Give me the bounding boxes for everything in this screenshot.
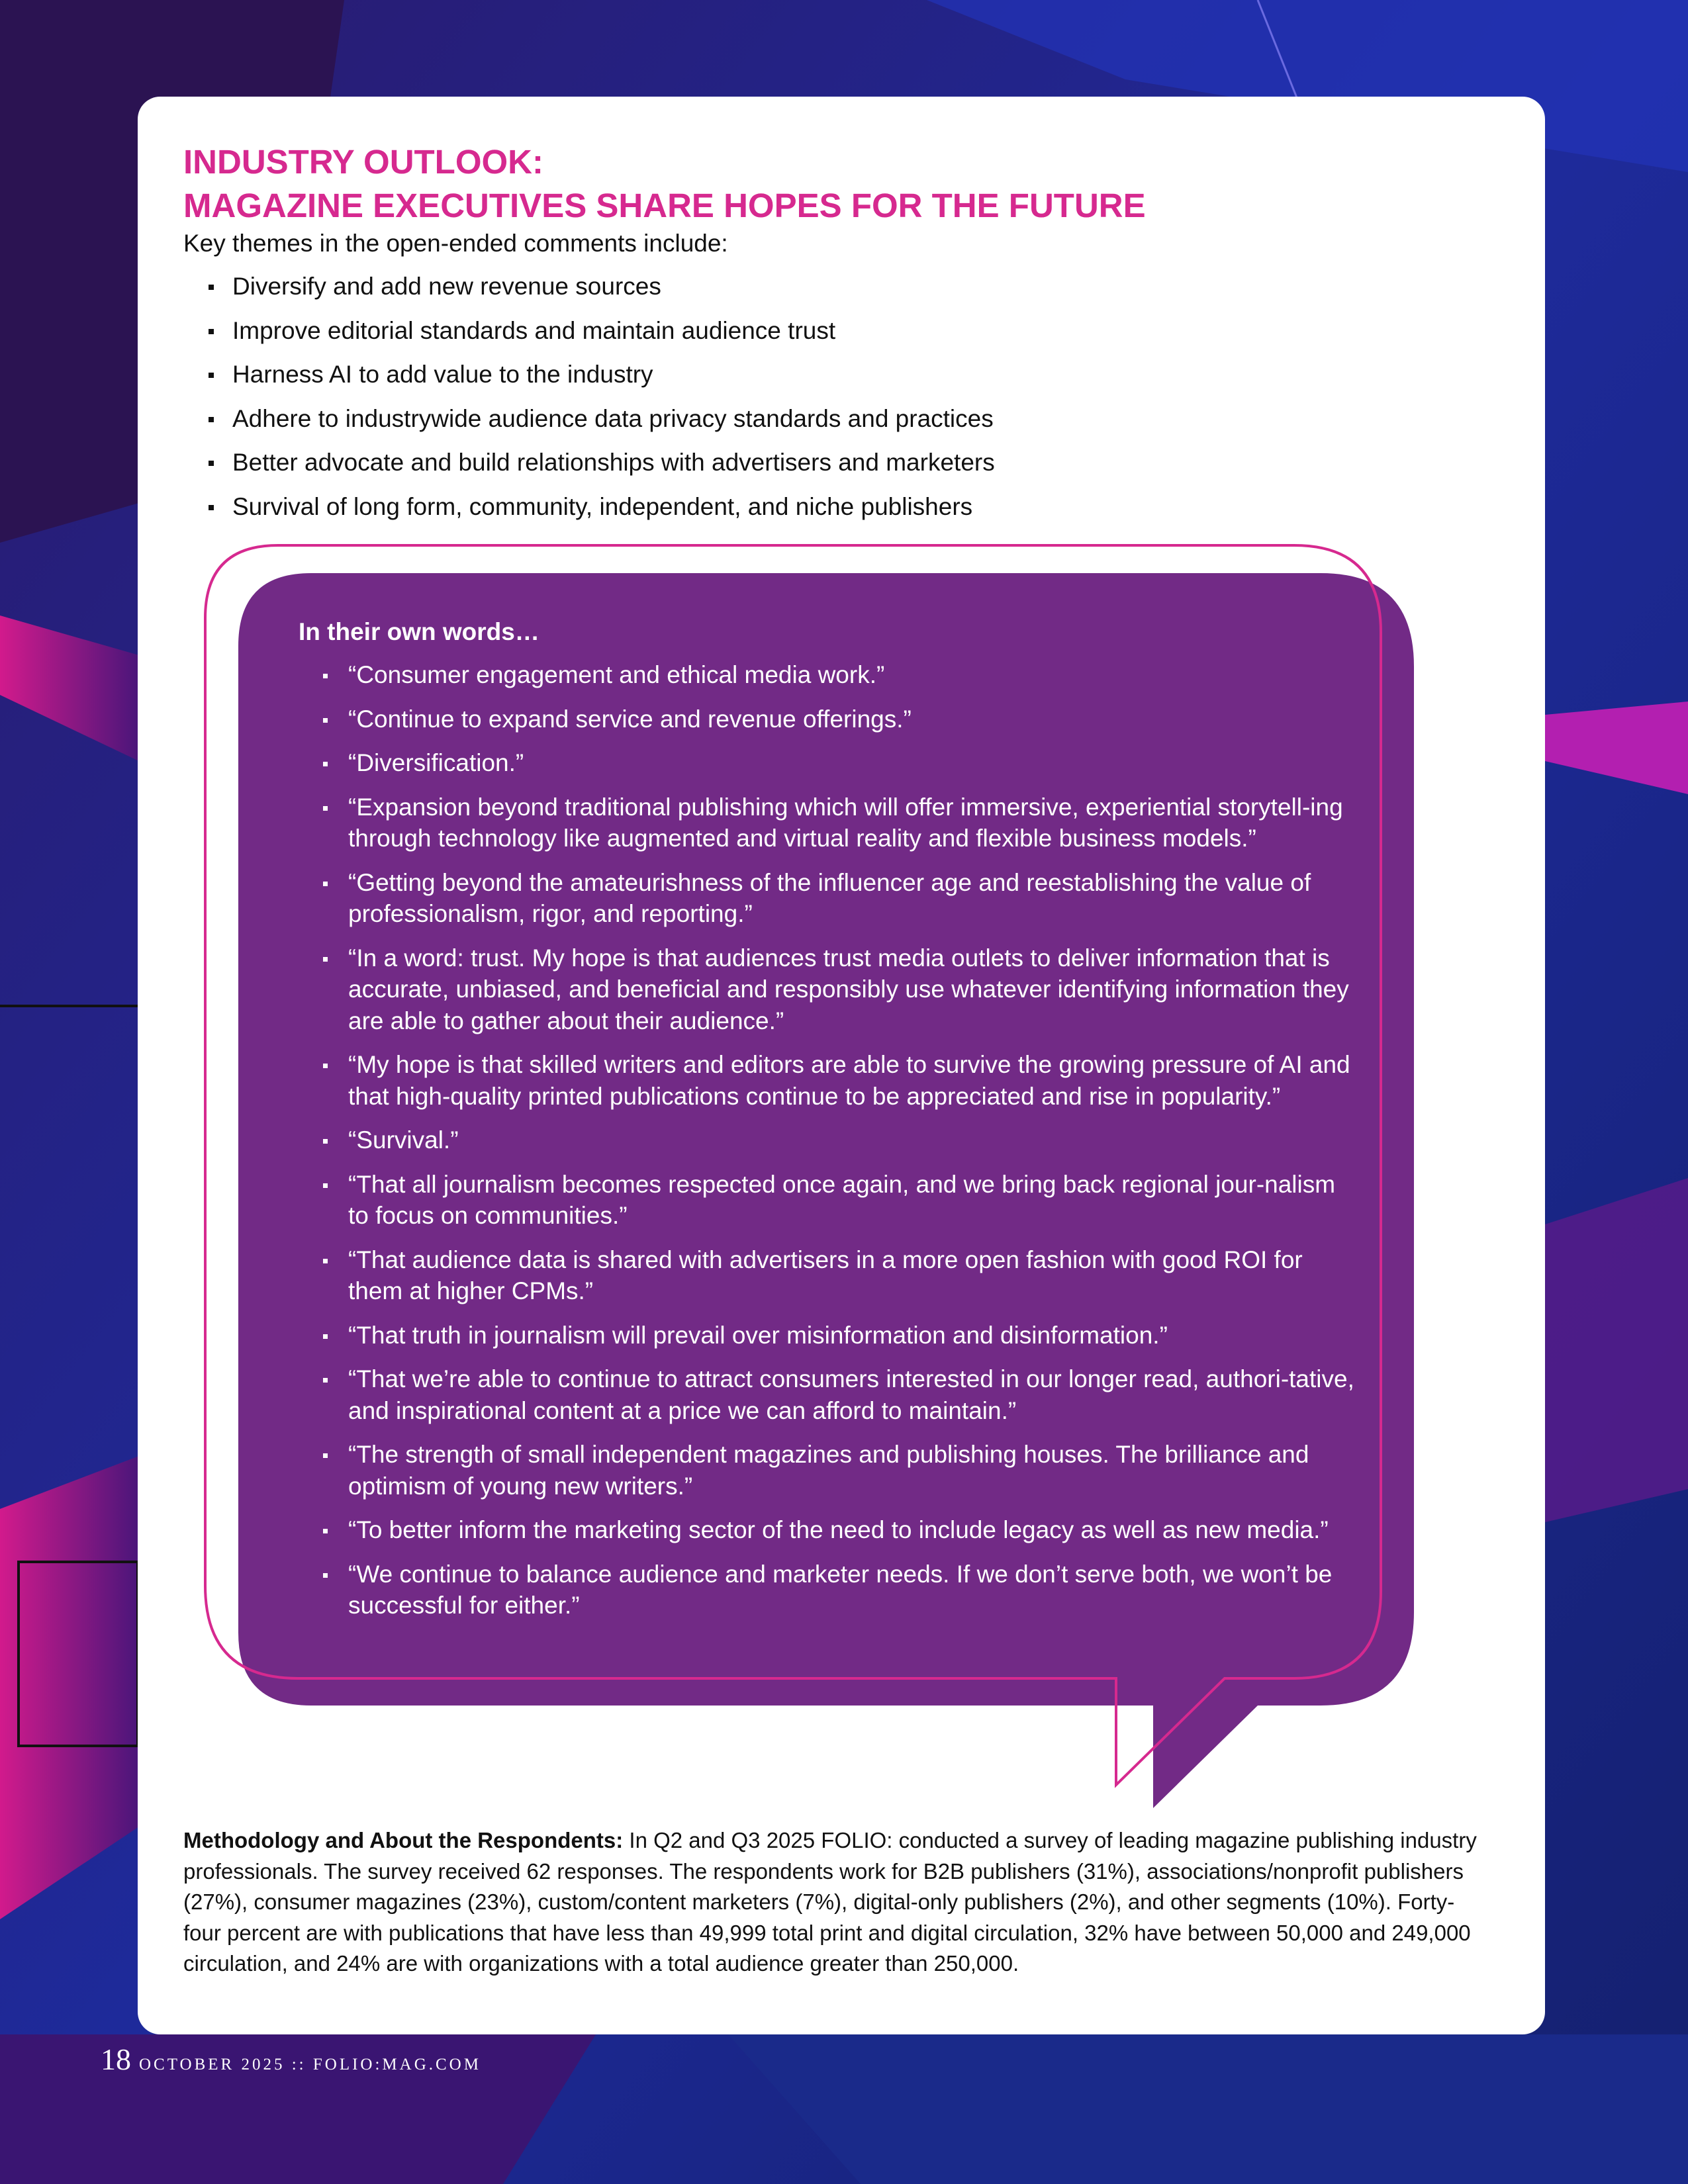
quote-item: “That audience data is shared with advertisers in a more open fashion with good ROI for them at higher CPMs.” [323, 1244, 1362, 1307]
page-footer [101, 2042, 481, 2077]
issue-line: OCTOBER 2025 :: FOLIO:MAG.COM [139, 2056, 481, 2073]
methodology-text: In Q2 and Q3 2025 FOLIO: conducted a survey of leading magazine publishing industry professionals. The survey received 62 responses. The respondents work for B2B publishers (31%), associations/nonprofit publishers (27%), consumer magazines (23%), custom/content marketers (7%), digital-only publishers (2%), and other segments (10%). Forty-four percent are with publications that have less than 49,999 total print and digital circulation, 32% have between 50,000 and 249,000 circulation, and 24% are with organizations with a total audience greater than 250,000. [183, 1828, 1477, 1976]
quote-item: “Continue to expand service and revenue offerings.” [323, 704, 1362, 735]
quote-item: “That truth in journalism will prevail over misinformation and disinformation.” [323, 1320, 1362, 1351]
quote-item: “Survival.” [323, 1124, 1362, 1156]
theme-item: Survival of long form, community, independent, and niche publishers [183, 485, 995, 529]
methodology-paragraph [183, 1825, 1481, 1979]
theme-item: Adhere to industrywide audience data privacy standards and practices [183, 397, 995, 441]
title-line-2: MAGAZINE EXECUTIVES SHARE HOPES FOR THE FUTURE [183, 187, 1146, 224]
quote-item: “Diversification.” [323, 747, 1362, 779]
quote-item: “In a word: trust. My hope is that audiences trust media outlets to deliver information that is accurate, unbiased, and beneficial and responsibly use whatever identifying information they are able to gather about their audience.” [323, 942, 1362, 1037]
theme-item: Diversify and add new revenue sources [183, 265, 995, 309]
page-number: 18 [101, 2042, 131, 2076]
title-line-1: INDUSTRY OUTLOOK: [183, 143, 543, 181]
themes-intro: Key themes in the open-ended comments include: [183, 230, 728, 257]
quote-item: “Consumer engagement and ethical media work.” [323, 659, 1362, 691]
quote-item: “Getting beyond the amateurishness of the influencer age and reestablishing the value of professionalism, rigor, and reporting.” [323, 867, 1362, 930]
quote-item: “That we’re able to continue to attract consumers interested in our longer read, authori-tative, and inspirational content at a price we can afford to maintain.” [323, 1363, 1362, 1426]
quote-item: “My hope is that skilled writers and editors are able to survive the growing pressure of AI and that high-quality printed publications continue to be appreciated and rise in popularity.” [323, 1049, 1362, 1112]
theme-item: Better advocate and build relationships with advertisers and marketers [183, 441, 995, 485]
quote-item: “Expansion beyond traditional publishing which will offer immersive, experiential storytell-ing through technology like augmented and virtual reality and flexible business models.” [323, 792, 1362, 854]
quote-item: “To better inform the marketing sector of the need to include legacy as well as new media.” [323, 1514, 1362, 1546]
quote-item: “We continue to balance audience and marketer needs. If we don’t serve both, we won’t be successful for either.” [323, 1559, 1362, 1621]
quote-item: “That all journalism becomes respected once again, and we bring back regional jour-nalism to focus on communities.” [323, 1169, 1362, 1232]
theme-item: Improve editorial standards and maintain audience trust [183, 309, 995, 353]
quote-item: “The strength of small independent magazines and publishing houses. The brilliance and optimism of young new writers.” [323, 1439, 1362, 1502]
theme-item: Harness AI to add value to the industry [183, 353, 995, 397]
methodology-label: Methodology and About the Respondents: [183, 1828, 624, 1852]
quotes-heading: In their own words… [299, 618, 539, 645]
quotes-list [323, 659, 1362, 1634]
